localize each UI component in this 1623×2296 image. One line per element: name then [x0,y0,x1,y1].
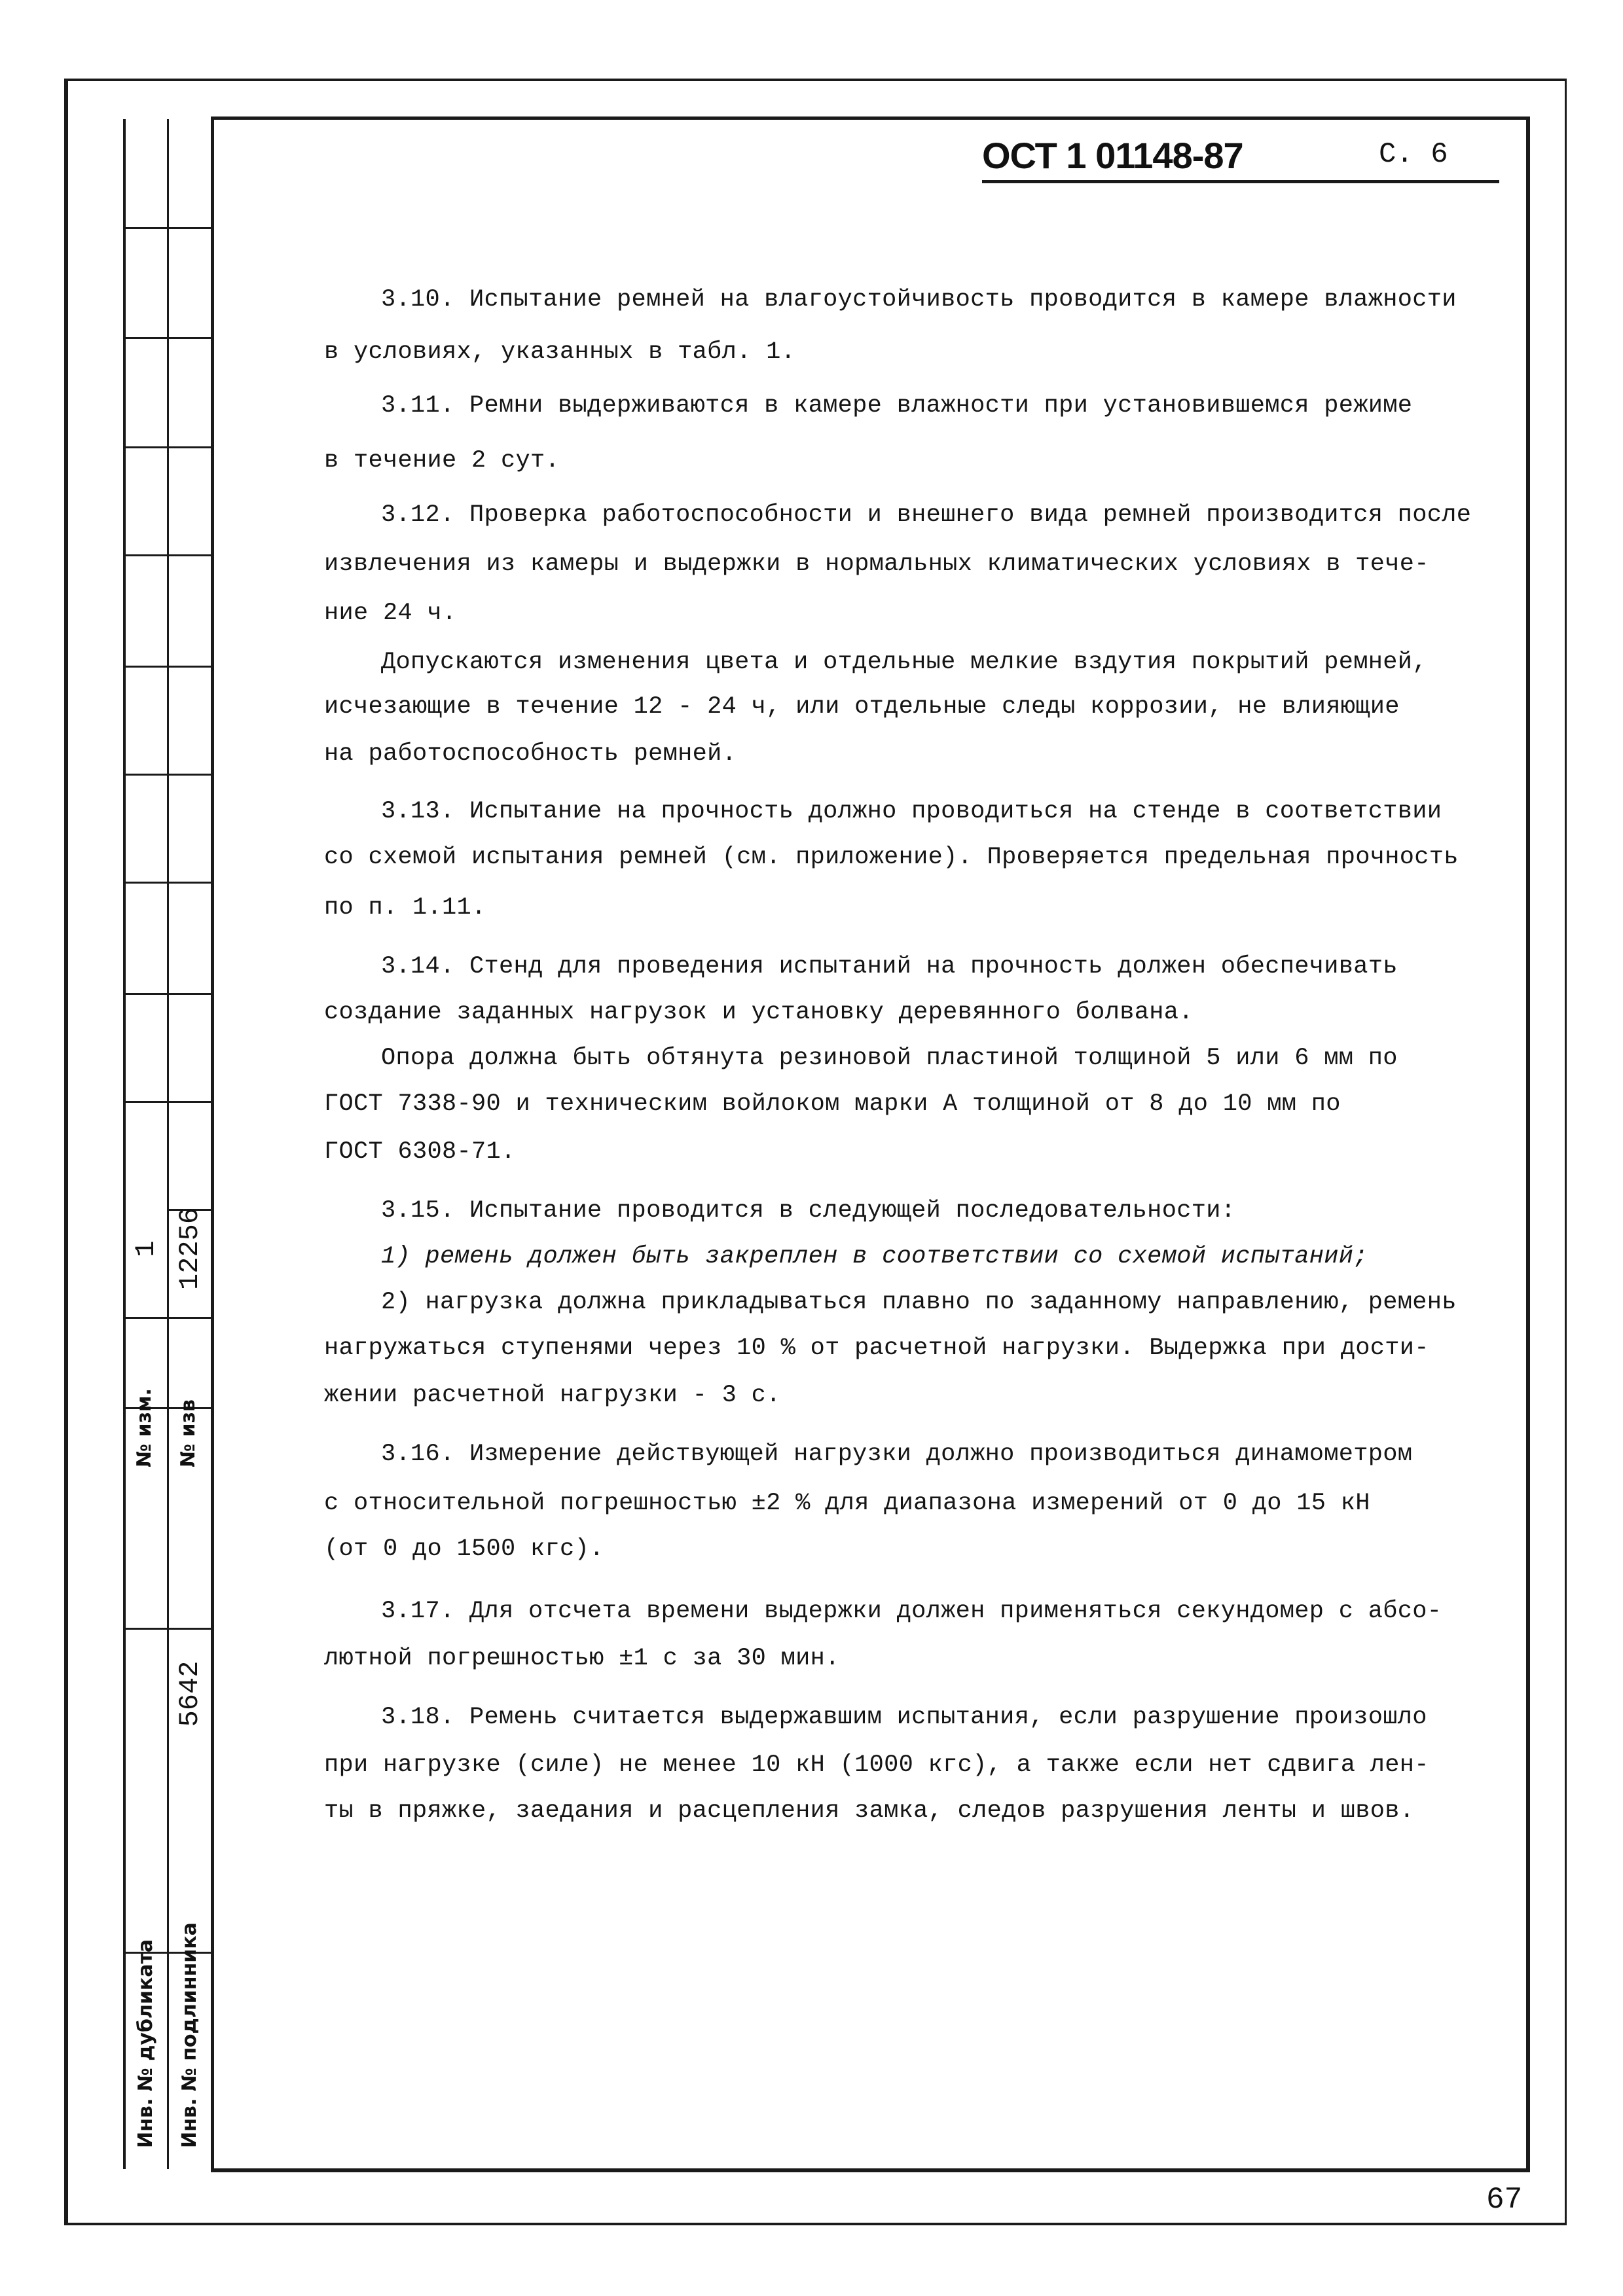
text-line: 3.10. Испытание ремней на влагоустойчивость проводится в камере влажности [381,286,1457,314]
text-line: 3.16. Измерение действующей нагрузки должно производиться динамометром [381,1441,1413,1468]
notice-number-value: 12256 [174,1207,206,1291]
revision-number-label: № изм. [133,1388,156,1467]
text-line: 3.12. Проверка работоспособности и внешнего вида ремней производится после [381,501,1472,529]
stamp-divider [123,1628,211,1630]
text-line: 3.11. Ремни выдерживаются в камере влажности при установившемся режиме [381,392,1413,420]
stamp-divider [123,1101,211,1103]
text-line: создание заданных нагрузок и установку деревянного болвана. [324,999,1194,1026]
original-inventory-label: Инв. № подлинника [178,1922,201,2148]
text-line: с относительной погрешностью ±2 % для диапазона измерений от 0 до 15 кН [324,1490,1370,1517]
page-number: 67 [1486,2183,1523,2217]
stamp-divider [123,882,211,884]
stamp-column-left [123,119,167,2169]
text-line: 3.13. Испытание на прочность должно проводиться на стенде в соответствии [381,798,1442,825]
text-line: в течение 2 сут. [324,447,560,475]
text-line: по п. 1.11. [324,894,486,922]
side-stamp [123,119,211,2169]
stamp-column-right [167,119,211,2169]
stamp-divider [123,993,211,995]
document-code: ОСТ 1 01148-87 [982,135,1243,176]
stamp-divider [123,554,211,556]
text-line: 2) нагрузка должна прикладываться плавно по заданному направлению, ремень [381,1289,1457,1316]
stamp-divider [123,446,211,448]
stamp-divider [123,1317,211,1319]
text-line: исчезающие в течение 12 - 24 ч, или отдельные следы коррозии, не влияющие [324,693,1400,721]
document-header [982,134,1499,187]
stamp-divider [123,666,211,668]
text-line: 3.18. Ремень считается выдержавшим испытания, если разрушение произошло [381,1704,1427,1731]
text-line: нагружаться ступенями через 10 % от расчетной нагрузки. Выдержка при дости- [324,1335,1429,1362]
stamp-divider [123,337,211,339]
stamp-divider [123,227,211,229]
text-line: 3.15. Испытание проводится в следующей последовательности: [381,1197,1236,1225]
revision-number-value: 1 [130,1240,162,1257]
stamp-divider [123,774,211,776]
text-line: (от 0 до 1500 кгс). [324,1535,604,1563]
text-line: в условиях, указанных в табл. 1. [324,338,796,366]
page-label: С. 6 [1379,138,1448,171]
text-line: извлечения из камеры и выдержки в нормальных климатических условиях в тече- [324,550,1429,578]
text-line: Допускаются изменения цвета и отдельные мелкие вздутия покрытий ремней, [381,649,1427,676]
header-rule [982,180,1499,183]
text-line: 3.14. Стенд для проведения испытаний на прочность должен обеспечивать [381,953,1398,980]
text-line: Опора должна быть обтянута резиновой пластиной толщиной 5 или 6 мм по [381,1045,1398,1072]
text-line: ние 24 ч. [324,600,457,627]
text-line: со схемой испытания ремней (см. приложение). Проверяется предельная прочность [324,844,1459,871]
text-line: ГОСТ 6308-71. [324,1138,516,1166]
notice-number-label: № изв [177,1399,200,1467]
text-line: ты в пряжке, заедания и расцепления замка, следов разрушения ленты и швов. [324,1797,1415,1825]
text-line: ГОСТ 7338-90 и техническим войлоком марки А толщиной от 8 до 10 мм по [324,1090,1341,1118]
text-line: при нагрузке (силе) не менее 10 кН (1000 кгс), а также если нет сдвига лен- [324,1751,1429,1779]
text-line: на работоспособность ремней. [324,740,737,768]
original-inventory-value: 5642 [174,1660,206,1727]
text-line: лютной погрешностью ±1 с за 30 мин. [324,1645,840,1672]
text-line: жении расчетной нагрузки - 3 с. [324,1382,781,1409]
text-line: 3.17. Для отсчета времени выдержки должен применяться секундомер с абсо- [381,1598,1442,1625]
text-line: 1) ремень должен быть закреплен в соответствии со схемой испытаний; [381,1243,1368,1270]
duplicate-inventory-label: Инв. № дубликата [134,1939,157,2148]
